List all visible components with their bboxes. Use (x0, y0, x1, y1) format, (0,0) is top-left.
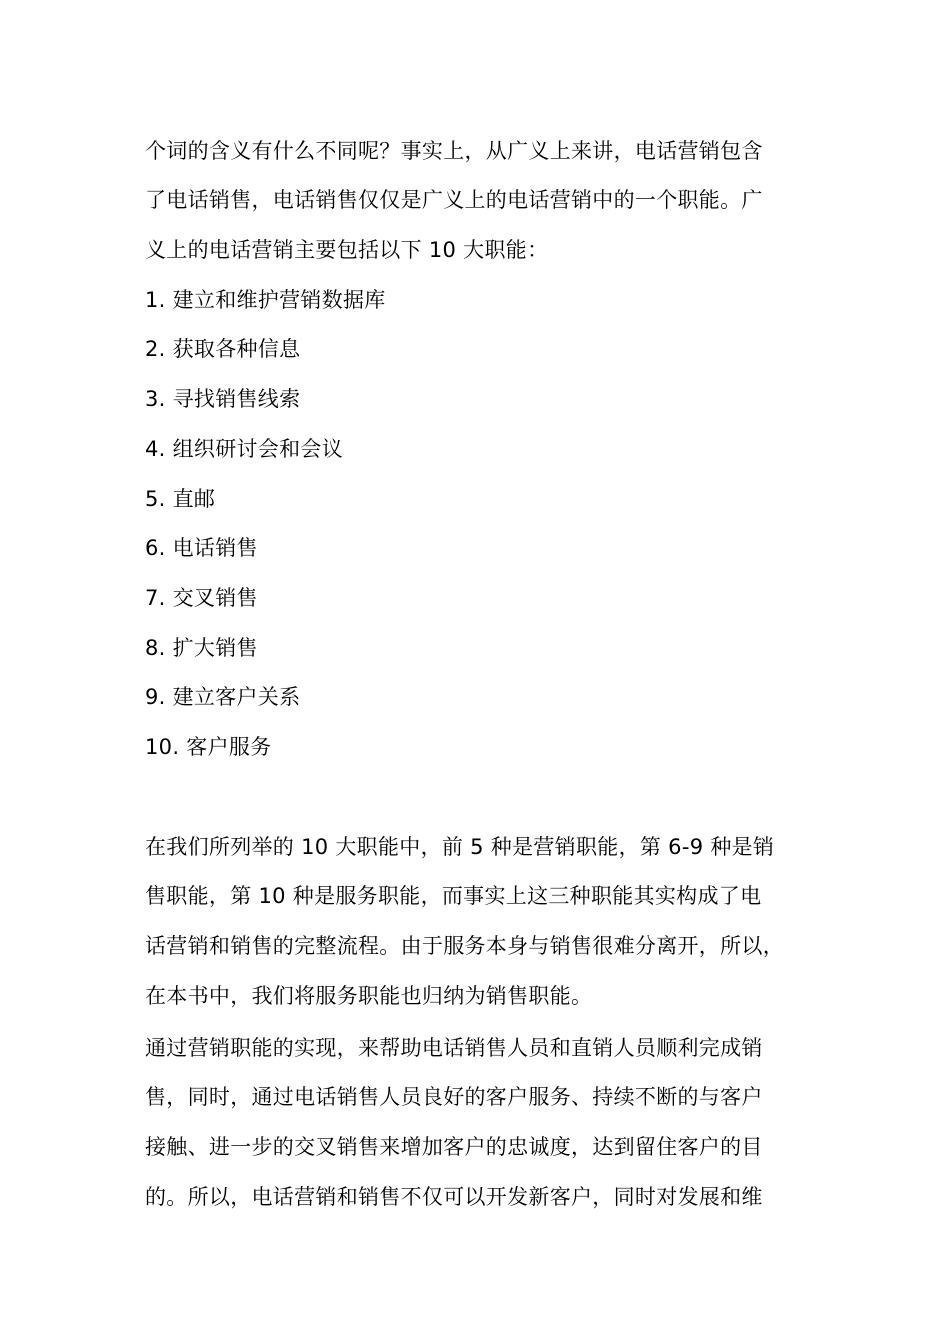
function-item-10: 10. 客户服务 (145, 735, 272, 759)
function-item-7: 7. 交叉销售 (145, 586, 258, 610)
intro-line-2: 了电话销售，电话销售仅仅是广义上的电话营销中的一个职能。广 (145, 188, 763, 212)
paragraph-1-line-3: 话营销和销售的完整流程。由于服务本身与销售很难分离开，所以， (145, 934, 784, 958)
function-item-4: 4. 组织研讨会和会议 (145, 437, 344, 461)
paragraph-2-line-3: 接触、进一步的交叉销售来增加客户的忠诚度，达到留住客户的目 (145, 1135, 763, 1159)
function-item-8: 8. 扩大销售 (145, 636, 258, 660)
function-item-2: 2. 获取各种信息 (145, 337, 301, 361)
function-item-9: 9. 建立客户关系 (145, 685, 301, 709)
paragraph-2-line-2: 售，同时，通过电话销售人员良好的客户服务、持续不断的与客户 (145, 1085, 763, 1109)
intro-line-1: 个词的含义有什么不同呢？事实上，从广义上来讲，电话营销包含 (145, 139, 763, 163)
function-item-5: 5. 直邮 (145, 487, 216, 511)
function-item-3: 3. 寻找销售线索 (145, 387, 301, 411)
paragraph-1-line-2: 售职能，第 10 种是服务职能，而事实上这三种职能其实构成了电 (145, 884, 762, 908)
paragraph-1-line-1: 在我们所列举的 10 大职能中，前 5 种是营销职能，第 6-9 种是销 (145, 835, 775, 859)
function-item-1: 1. 建立和维护营销数据库 (145, 288, 386, 312)
paragraph-1-line-4: 在本书中，我们将服务职能也归纳为销售职能。 (145, 984, 593, 1008)
paragraph-2-line-4: 的。所以，电话营销和销售不仅可以开发新客户，同时对发展和维 (145, 1185, 763, 1209)
paragraph-2-line-1: 通过营销职能的实现，来帮助电话销售人员和直销人员顺利完成销 (145, 1036, 763, 1060)
intro-line-3: 义上的电话营销主要包括以下 10 大职能： (145, 238, 549, 262)
function-item-6: 6. 电话销售 (145, 536, 258, 560)
